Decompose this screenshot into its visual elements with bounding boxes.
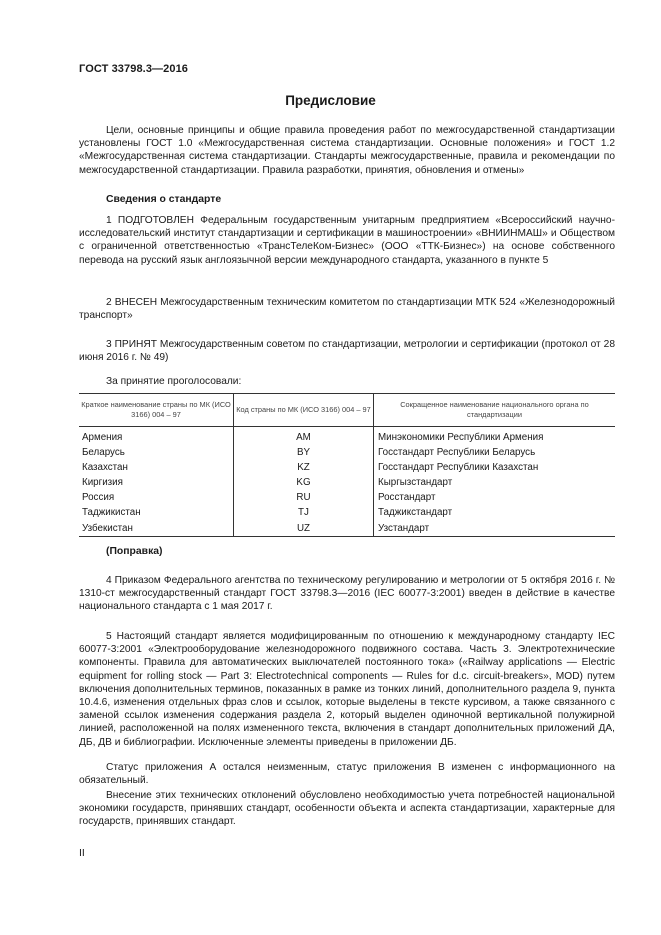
code-cell: KG xyxy=(234,475,374,490)
voting-table xyxy=(79,393,615,537)
table-row xyxy=(79,445,615,460)
code-cell: UZ xyxy=(234,521,374,537)
item-4-paragraph: 4 Приказом Федерального агентства по техническому регулированию и метрологии от 5 октября 2016 г. № 1310-ст межгосударственный стандарт ГОСТ 33798.3—2016 (IEC 60077-3:2001) введен в действие в качестве национального стандарта с 1 мая 2017 г. xyxy=(79,575,615,613)
table-row xyxy=(79,521,615,537)
code-cell: KZ xyxy=(234,460,374,475)
table-row xyxy=(79,505,615,520)
body-cell: Минэкономики Республики Армения xyxy=(378,432,544,443)
country-cell: Россия xyxy=(79,490,234,505)
country-cell: Армения xyxy=(79,427,234,446)
item-2-paragraph: 2 ВНЕСЕН Межгосударственным техническим комитетом по стандартизации МТК 524 «Железнодорожный транспорт» xyxy=(79,297,615,322)
column-header-country: Краткое наименование страны по МК (ИСО 3166) 004 – 97 xyxy=(79,394,234,427)
table-row xyxy=(79,475,615,490)
code-cell: RU xyxy=(234,490,374,505)
body-cell: Таджикстандарт xyxy=(378,507,453,519)
body-cell: Госстандарт Республики Казахстан xyxy=(378,462,539,474)
country-cell: Беларусь xyxy=(79,445,234,460)
table-row xyxy=(79,490,615,505)
item-3-paragraph: 3 ПРИНЯТ Межгосударственным советом по стандартизации, метрологии и сертификации (протокол от 28 июня 2016 г. № 49) xyxy=(79,339,615,364)
code-cell: TJ xyxy=(234,505,374,520)
country-cell: Таджикистан xyxy=(79,505,234,520)
item-5-paragraph: 5 Настоящий стандарт является модифицированным по отношению к международному стандарту IEC 60077-3:2001 «Электрооборудование железнодорожного подвижного состава. Часть 3. Электротехнические компоненты. Правила для автоматических выключателей постоянного тока» («Railway applications — Electric equipment for rolling stock — Part 3: Electrotechnical components — Rules for d.c. circuit-breakers», MOD) путем включения дополнительных терминов, показанных в рамке из тонких линий, дополнительного раздела 9, пункта 10.4.6, изменения отдельных фраз слов и ссылок, которые выделены в тексте курсивом, а также связанного с заменой ссылок изменения содержания раздела 2, который выделен одиночной вертикальной полужирной линией, расположенной на полях измененного текста, включения в стандарт дополнительных приложений ДА, ДБ, ДВ и библиографии. Исключенные элементы приведены в приложении ДБ. xyxy=(79,631,615,748)
item-1-paragraph: 1 ПОДГОТОВЛЕН Федеральным государственным унитарным предприятием «Всероссийский научно-исследовательский институт стандартизации и сертификации в машиностроении» «ВНИИНМАШ» и Обществом с ограниченной ответственностью «ТрансТелеКом-Бизнес» (ООО «ТТК-Бизнес») на основе собственного перевода на русский язык англоязычной версии международного стандарта, указанного в пункте 5 xyxy=(79,215,615,266)
column-header-code: Код страны по МК (ИСО 3166) 004 – 97 xyxy=(234,394,374,427)
about-heading: Сведения о стандарте xyxy=(106,194,222,205)
table-row xyxy=(79,460,615,475)
country-cell: Казахстан xyxy=(79,460,234,475)
country-cell: Киргизия xyxy=(79,475,234,490)
code-cell: BY xyxy=(234,445,374,460)
body-cell: Узстандарт xyxy=(374,521,616,537)
document-id: ГОСТ 33798.3—2016 xyxy=(79,63,189,75)
body-cell: Госстандарт Республики Беларусь xyxy=(378,447,536,459)
table-header-row xyxy=(79,394,615,427)
intro-paragraph: Цели, основные принципы и общие правила проведения работ по межгосударственной стандартизации установлены ГОСТ 1.0 «Межгосударственная система стандартизации. Основные положения» и ГОСТ 1.2 «Межгосударственная система стандартизации. Стандарты межгосударственные, правила и рекомендации по межгосударственной стандартизации. Правила разработки, принятия, обновления и отмены» xyxy=(79,125,615,176)
page-number: II xyxy=(79,847,85,859)
status-paragraph: Статус приложения А остался неизменным, статус приложения В изменен с информационного на обязательный. xyxy=(79,762,615,787)
country-cell: Узбекистан xyxy=(79,521,234,537)
vote-label: За принятие проголосовали: xyxy=(106,376,242,387)
body-cell: Кыргызстандарт xyxy=(378,477,453,489)
reason-paragraph: Внесение этих технических отклонений обусловлено необходимостью учета потребностей национальной экономики государств, принявших стандарт, особенности объекта и аспекта стандартизации, характерные для государств, принявших стандарт. xyxy=(79,790,615,828)
page-title: Предисловие xyxy=(285,93,376,108)
body-cell: Росстандарт xyxy=(378,492,436,504)
table-row xyxy=(79,427,615,446)
column-header-body: Сокращенное наименование национального органа по стандартизации xyxy=(374,394,616,427)
code-cell: AM xyxy=(234,427,374,446)
amendment-label: (Поправка) xyxy=(106,546,163,557)
